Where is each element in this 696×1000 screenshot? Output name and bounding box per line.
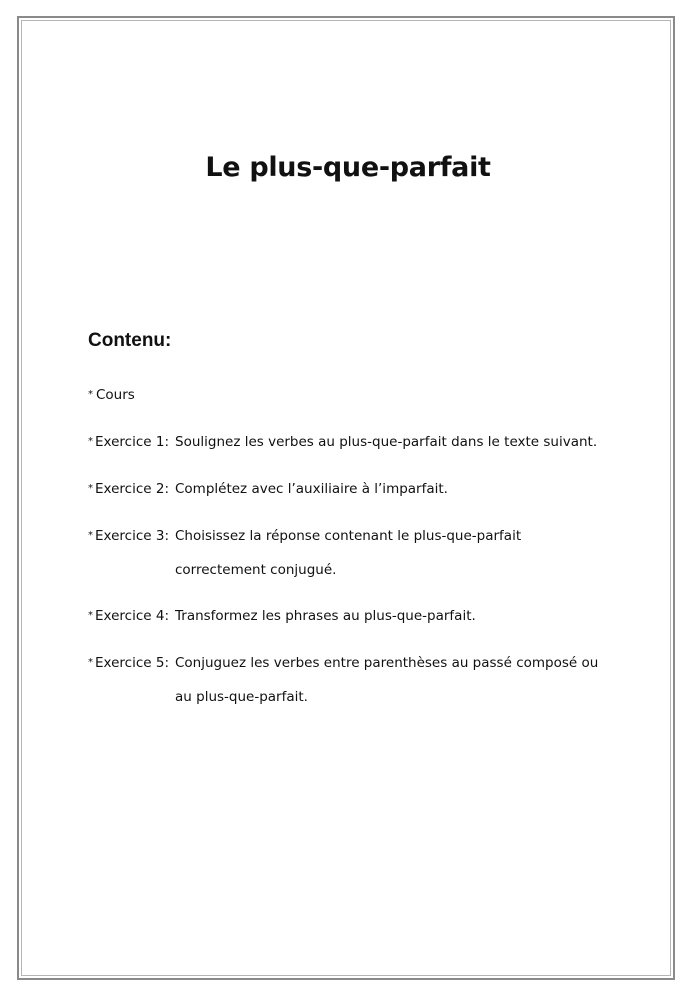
contents-item-cours <box>88 378 135 412</box>
item-label: Exercice 4: <box>95 608 169 624</box>
item-label: Exercice 5: <box>95 655 169 671</box>
item-label: Exercice 1: <box>95 434 169 450</box>
item-label-wrap <box>88 425 175 459</box>
contents-item-exercice-4 <box>88 599 476 633</box>
item-description-continued: au plus-que-parfait. <box>175 689 308 705</box>
item-description: Choisissez la réponse contenant le plus-que-parfait <box>175 528 522 544</box>
item-label-wrap <box>88 472 175 506</box>
bullet-star: * <box>88 610 93 621</box>
bullet-star: * <box>88 530 93 541</box>
item-description: Soulignez les verbes au plus-que-parfait dans le texte suivant. <box>175 434 598 450</box>
item-label-wrap <box>88 646 175 680</box>
item-description: Complétez avec l’auxiliaire à l’imparfait. <box>175 481 448 497</box>
item-label: Cours <box>96 387 135 403</box>
item-label-wrap <box>88 599 175 633</box>
bullet-star: * <box>88 389 93 400</box>
contents-heading: Contenu: <box>88 330 172 351</box>
bullet-star: * <box>88 657 93 668</box>
item-description-continued: correctement conjugué. <box>175 562 337 578</box>
contents-item-exercice-2 <box>88 472 448 506</box>
item-description: Conjuguez les verbes entre parenthèses au passé composé ou <box>175 655 599 671</box>
item-label: Exercice 2: <box>95 481 169 497</box>
item-description: Transformez les phrases au plus-que-parfait. <box>175 608 476 624</box>
item-label-wrap <box>88 519 175 553</box>
bullet-star: * <box>88 483 93 494</box>
item-label: Exercice 3: <box>95 528 169 544</box>
document-title: Le plus-que-parfait <box>205 152 491 183</box>
contents-item-exercice-5 <box>88 646 598 714</box>
contents-item-exercice-3 <box>88 519 521 587</box>
bullet-star: * <box>88 436 93 447</box>
contents-item-exercice-1 <box>88 425 597 459</box>
